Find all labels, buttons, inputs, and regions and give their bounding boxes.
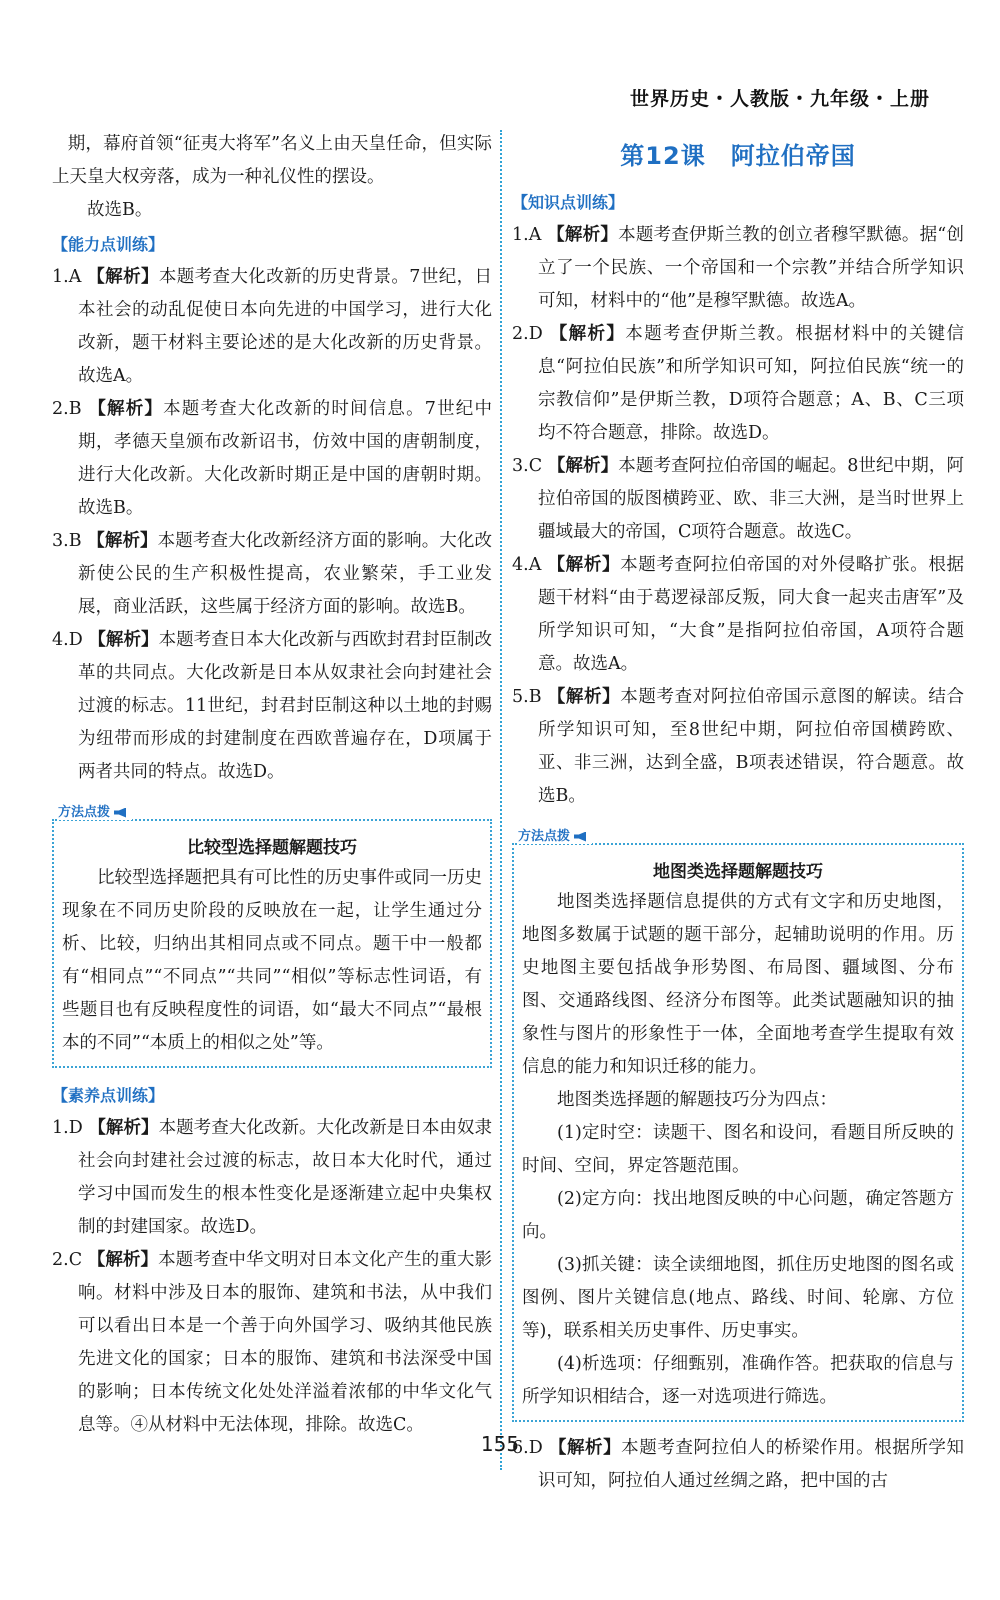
- answer-item: [52, 1112, 492, 1244]
- analysis-tag: 【解析】: [87, 1250, 159, 1270]
- method-tip-box: [52, 805, 492, 1068]
- analysis-tag: 【解析】: [88, 1118, 159, 1138]
- answer-item: [52, 525, 492, 624]
- tip-title: 地图类选择题解题技巧: [653, 862, 823, 882]
- answer-number: 2.C: [52, 1250, 83, 1270]
- answer-text: 本题考查伊斯兰教。根据材料中的关键信息“阿拉伯民族”和所学知识可知，阿拉伯民族“统一的宗教信仰”是伊斯兰教，D项符合题意；A、B、C三项均不符合题意，排除。故选D。: [538, 324, 965, 443]
- answer-text: 本题考查日本大化改新与西欧封君封臣制改革的共同点。大化改新是日本从奴隶社会向封建社会过渡的标志。11世纪，封君封臣制这种以土地的封赐为纽带而形成的封建制度在西欧普遍存在，D项属于两者共同的特点。故选D。: [78, 630, 493, 782]
- column-divider: [500, 130, 502, 1470]
- answer-item: [512, 549, 964, 681]
- answer-item: [512, 681, 964, 813]
- analysis-tag: 【解析】: [547, 687, 621, 707]
- answer-number: 1.D: [52, 1118, 83, 1138]
- answer-item: [512, 219, 964, 318]
- tip-paragraph: 比较型选择题把具有可比性的历史事件或同一历史现象在不同历史阶段的反映放在一起，让学生通过分析、比较，归纳出其相同点或不同点。题干中一般都有“相同点”“不同点”“共同”“相似”等标志性词语，有些题目也有反映程度性的词语，如“最大不同点”“最根本的不同”“本质上的相似之处”等。: [62, 868, 482, 1053]
- answer-number: 2.D: [512, 324, 543, 344]
- analysis-tag: 【解析】: [549, 324, 626, 344]
- answer-text: 本题考查中华文明对日本文化产生的重大影响。材料中涉及日本的服饰、建筑和书法，从中我们可以看出日本是一个善于向外国学习、吸纳其他民族先进文化的国家；日本的服饰、建筑和书法深受中国的影响；日本传统文化处处洋溢着浓郁的中华文化气息等。④从材料中无法体现，排除。故选C。: [78, 1250, 493, 1435]
- answer-text: 本题考查对阿拉伯帝国示意图的解读。结合所学知识可知，至8世纪中期，阿拉伯帝国横跨欧、亚、非三洲，达到全盛，B项表述错误，符合题意。故选B。: [538, 687, 964, 806]
- tip-paragraph: (3)抓关键：读全读细地图，抓住历史地图的图名或图例、图片关键信息(地点、路线、时间、轮廓、方位等)，联系相关历史事件、历史事实。: [522, 1255, 954, 1341]
- answer-text: 本题考查伊斯兰教的创立者穆罕默德。据“创立了一个民族、一个帝国和一个宗教”并结合所学知识可知，材料中的“他”是穆罕默德。故选A。: [538, 225, 964, 311]
- lesson-title: 第12课 阿拉伯帝国: [620, 142, 856, 170]
- answer-number: 1.A: [512, 225, 542, 245]
- answer-number: 5.B: [512, 687, 542, 707]
- analysis-tag: 【解析】: [547, 225, 619, 245]
- analysis-tag: 【解析】: [547, 555, 621, 575]
- analysis-tag: 【解析】: [87, 531, 158, 551]
- tip-tag-label: 方法点拨: [518, 829, 571, 844]
- answer-number: 4.A: [512, 555, 542, 575]
- intro-text: 期，幕府首领“征夷大将军”名义上由天皇任命，但实际上天皇大权旁落，成为一种礼仪性的摆设。: [52, 134, 492, 187]
- answer-text: 本题考查阿拉伯人的桥梁作用。根据所学知识可知，阿拉伯人通过丝绸之路，把中国的古: [538, 1438, 964, 1491]
- answer-number: 2.B: [52, 399, 82, 419]
- answer-number: 4.D: [52, 630, 83, 650]
- answer-text: 本题考查大化改新。大化改新是日本由奴隶社会向封建社会过渡的标志，故日本大化时代，通过学习中国而发生的根本性变化是逐渐建立起中央集权制的封建国家。故选D。: [78, 1118, 493, 1237]
- answer-number: 6.D: [512, 1438, 543, 1458]
- speaker-icon: [574, 832, 586, 842]
- tip-paragraph: 地图类选择题的解题技巧分为四点：: [557, 1090, 837, 1110]
- tip-title: 比较型选择题解题技巧: [187, 838, 357, 858]
- analysis-tag: 【解析】: [548, 1438, 622, 1458]
- answer-text: 本题考查大化改新的时间信息。7世纪中期，孝德天皇颁布改新诏书，仿效中国的唐朝制度，进行大化改新。大化改新时期正是中国的唐朝时期。故选B。: [78, 399, 493, 518]
- answer-number: 1.A: [52, 267, 82, 287]
- answer-item: [52, 393, 492, 525]
- section-ability-training: 【能力点训练】: [52, 235, 165, 254]
- method-tip-tag: [58, 801, 132, 820]
- tip-tag-label: 方法点拨: [58, 805, 111, 820]
- analysis-tag: 【解析】: [88, 399, 164, 419]
- tip-paragraph: (4)析选项：仔细甄别，准确作答。把获取的信息与所学知识相结合，逐一对选项进行筛选。: [522, 1354, 954, 1407]
- tip-paragraph: (2)定方向：找出地图反映的中心问题，确定答题方向。: [522, 1189, 954, 1242]
- answer-item: [52, 624, 492, 789]
- section-literacy-training: 【素养点训练】: [52, 1086, 165, 1105]
- answer-text: 本题考查大化改新的历史背景。7世纪，日本社会的动乱促使日本向先进的中国学习，进行大化改新，题干材料主要论述的是大化改新的历史背景。故选A。: [78, 267, 492, 386]
- answer-item: [52, 261, 492, 393]
- intro-paragraph: [52, 128, 492, 194]
- tip-paragraph: (1)定时空：读题干、图名和设问，看题目所反映的时间、空间，界定答题范围。: [522, 1123, 954, 1176]
- speaker-icon: [114, 808, 126, 818]
- answer-text: 本题考查阿拉伯帝国的崛起。8世纪中期，阿拉伯帝国的版图横跨亚、欧、非三大洲，是当时世界上疆域最大的帝国，C项符合题意。故选C。: [538, 456, 964, 542]
- section-knowledge-training: 【知识点训练】: [512, 193, 625, 212]
- right-column: [512, 128, 964, 1498]
- analysis-tag: 【解析】: [547, 456, 619, 476]
- left-column: [52, 128, 492, 1442]
- answer-item: [512, 450, 964, 549]
- method-tip-tag: [518, 825, 592, 844]
- answer-item: [52, 1244, 492, 1442]
- tip-paragraph: 地图类选择题信息提供的方式有文字和历史地图，地图多数属于试题的题干部分，起辅助说明的作用。历史地图主要包括战争形势图、布局图、疆域图、分布图、交通路线图、经济分布图等。此类试题融知识的抽象性与图片的形象性于一体，全面地考查学生提取有效信息的能力和知识迁移的能力。: [522, 892, 954, 1077]
- intro-answer: 故选B。: [87, 200, 153, 220]
- page-header: 世界历史・人教版・九年级・上册: [629, 88, 930, 110]
- page-number: 155: [480, 1432, 520, 1456]
- answer-text: 本题考查大化改新经济方面的影响。大化改新使公民的生产积极性提高，农业繁荣，手工业发展，商业活跃，这些属于经济方面的影响。故选B。: [78, 531, 493, 617]
- answer-number: 3.B: [52, 531, 82, 551]
- answer-item: [512, 318, 964, 450]
- answer-text: 本题考查阿拉伯帝国的对外侵略扩张。根据题干材料“由于葛逻禄部反叛，同大食一起夹击唐军”及所学知识可知，“大食”是指阿拉伯帝国，A项符合题意。故选A。: [538, 555, 965, 674]
- method-tip-box: [512, 829, 964, 1422]
- analysis-tag: 【解析】: [87, 267, 159, 287]
- answer-number: 3.C: [512, 456, 543, 476]
- analysis-tag: 【解析】: [88, 630, 159, 650]
